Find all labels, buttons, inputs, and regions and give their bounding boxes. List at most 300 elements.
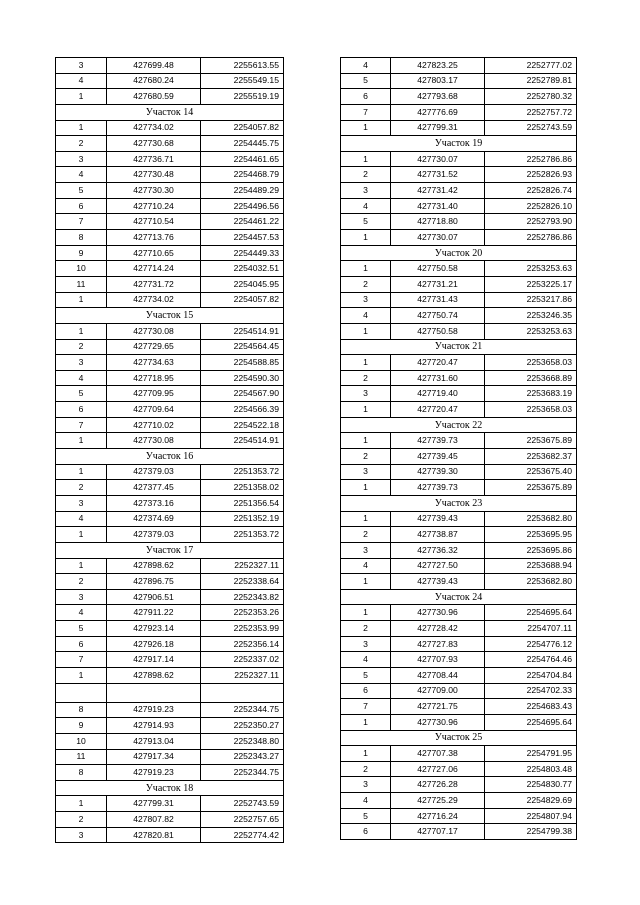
section-header-row	[56, 780, 284, 796]
x-coordinate-cell: 427731.21	[391, 276, 485, 292]
point-number-cell: 6	[341, 683, 391, 699]
y-coordinate-cell: 2254445.75	[201, 136, 284, 152]
x-coordinate-cell: 427734.02	[107, 292, 201, 308]
x-coordinate-cell: 427750.74	[391, 308, 485, 324]
y-coordinate-cell: 2254496.56	[201, 198, 284, 214]
x-coordinate-cell: 427708.44	[391, 667, 485, 683]
section-title: Участок 23	[341, 495, 577, 511]
point-number-cell: 2	[341, 370, 391, 386]
point-number-cell: 1	[56, 292, 107, 308]
point-number-cell: 1	[56, 796, 107, 812]
x-coordinate-cell: 427727.50	[391, 558, 485, 574]
point-number-cell: 1	[56, 323, 107, 339]
coordinate-row	[56, 230, 284, 246]
point-number-cell: 5	[341, 808, 391, 824]
x-coordinate-cell: 427738.87	[391, 527, 485, 543]
coordinate-row	[341, 605, 577, 621]
coordinate-row	[341, 261, 577, 277]
coordinate-row	[56, 58, 284, 74]
coordinate-row	[56, 589, 284, 605]
y-coordinate-cell: 2252789.81	[485, 73, 577, 89]
coordinate-row	[56, 370, 284, 386]
point-number-cell: 1	[341, 261, 391, 277]
x-coordinate-cell: 427373.16	[107, 495, 201, 511]
y-coordinate-cell: 2254702.33	[485, 683, 577, 699]
y-coordinate-cell: 2252826.10	[485, 198, 577, 214]
y-coordinate-cell: 2251353.72	[201, 464, 284, 480]
point-number-cell: 11	[56, 749, 107, 765]
x-coordinate-cell: 427730.30	[107, 183, 201, 199]
coordinate-row	[56, 702, 284, 718]
point-number-cell: 3	[341, 636, 391, 652]
x-coordinate-cell: 427731.60	[391, 370, 485, 386]
coordinate-row	[56, 120, 284, 136]
y-coordinate-cell: 2252337.02	[201, 652, 284, 668]
section-header-row	[341, 589, 577, 605]
y-coordinate-cell: 2252786.86	[485, 151, 577, 167]
point-number-cell: 4	[56, 511, 107, 527]
x-coordinate-cell: 427725.29	[391, 793, 485, 809]
point-number-cell: 3	[341, 777, 391, 793]
x-coordinate-cell: 427721.75	[391, 699, 485, 715]
y-coordinate-cell: 2253682.80	[485, 574, 577, 590]
coordinate-row	[56, 621, 284, 637]
section-header-row	[341, 730, 577, 746]
point-number-cell: 9	[56, 718, 107, 734]
section-title: Участок 20	[341, 245, 577, 261]
y-coordinate-cell: 2252338.64	[201, 574, 284, 590]
y-coordinate-cell: 2252350.27	[201, 718, 284, 734]
section-title: Участок 18	[56, 780, 284, 796]
section-title: Участок 21	[341, 339, 577, 355]
y-coordinate-cell: 2254707.11	[485, 621, 577, 637]
x-coordinate-cell: 427807.82	[107, 812, 201, 828]
point-number-cell: 3	[341, 183, 391, 199]
x-coordinate-cell: 427734.02	[107, 120, 201, 136]
coordinate-row	[341, 120, 577, 136]
point-number-cell: 1	[341, 480, 391, 496]
right-table-body	[341, 58, 577, 840]
point-number-cell: 7	[341, 104, 391, 120]
x-coordinate-cell: 427739.45	[391, 449, 485, 465]
y-coordinate-cell: 2254045.95	[201, 276, 284, 292]
coordinate-row	[56, 827, 284, 843]
coordinate-row	[56, 480, 284, 496]
point-number-cell: 5	[56, 183, 107, 199]
x-coordinate-cell: 427739.43	[391, 511, 485, 527]
point-number-cell: 7	[56, 214, 107, 230]
coordinate-row	[56, 812, 284, 828]
y-coordinate-cell: 2252353.99	[201, 621, 284, 637]
coordinate-row	[56, 276, 284, 292]
coordinate-row	[56, 417, 284, 433]
point-number-cell: 5	[341, 667, 391, 683]
coordinate-row	[56, 464, 284, 480]
point-number-cell: 1	[341, 574, 391, 590]
empty-cell	[56, 683, 107, 702]
x-coordinate-cell: 427710.65	[107, 245, 201, 261]
y-coordinate-cell: 2253683.19	[485, 386, 577, 402]
coordinate-row	[341, 89, 577, 105]
y-coordinate-cell: 2253675.40	[485, 464, 577, 480]
point-number-cell: 7	[56, 417, 107, 433]
x-coordinate-cell: 427919.23	[107, 702, 201, 718]
coordinate-row	[56, 214, 284, 230]
coordinate-row	[56, 796, 284, 812]
y-coordinate-cell: 2254829.69	[485, 793, 577, 809]
section-header-row	[341, 417, 577, 433]
x-coordinate-cell: 427680.24	[107, 73, 201, 89]
coordinate-row	[56, 558, 284, 574]
x-coordinate-cell: 427906.51	[107, 589, 201, 605]
x-coordinate-cell: 427709.95	[107, 386, 201, 402]
coordinate-row	[341, 824, 577, 840]
coordinate-row	[341, 667, 577, 683]
y-coordinate-cell: 2253225.17	[485, 276, 577, 292]
x-coordinate-cell: 427709.00	[391, 683, 485, 699]
x-coordinate-cell: 427730.07	[391, 230, 485, 246]
y-coordinate-cell: 2252757.65	[201, 812, 284, 828]
point-number-cell: 9	[56, 245, 107, 261]
coordinate-row	[341, 276, 577, 292]
x-coordinate-cell: 427750.58	[391, 261, 485, 277]
y-coordinate-cell: 2255613.55	[201, 58, 284, 74]
point-number-cell: 3	[341, 542, 391, 558]
empty-cell	[201, 683, 284, 702]
point-number-cell: 11	[56, 276, 107, 292]
y-coordinate-cell: 2252743.59	[485, 120, 577, 136]
x-coordinate-cell: 427731.43	[391, 292, 485, 308]
y-coordinate-cell: 2254695.64	[485, 605, 577, 621]
coordinate-row	[56, 605, 284, 621]
y-coordinate-cell: 2253668.89	[485, 370, 577, 386]
coordinate-row	[341, 636, 577, 652]
point-number-cell: 1	[341, 355, 391, 371]
section-header-row	[341, 339, 577, 355]
x-coordinate-cell: 427898.62	[107, 558, 201, 574]
point-number-cell: 4	[341, 308, 391, 324]
y-coordinate-cell: 2254590.30	[201, 370, 284, 386]
coordinate-row	[341, 198, 577, 214]
section-header-row	[341, 495, 577, 511]
point-number-cell: 4	[56, 167, 107, 183]
point-number-cell: 8	[56, 765, 107, 781]
section-title: Участок 16	[56, 449, 284, 465]
x-coordinate-cell: 427699.48	[107, 58, 201, 74]
x-coordinate-cell: 427919.23	[107, 765, 201, 781]
coordinate-row	[341, 714, 577, 730]
coordinate-row	[341, 355, 577, 371]
x-coordinate-cell: 427707.93	[391, 652, 485, 668]
coordinate-row	[56, 652, 284, 668]
x-coordinate-cell: 427377.45	[107, 480, 201, 496]
y-coordinate-cell: 2252353.26	[201, 605, 284, 621]
section-header-row	[56, 104, 284, 120]
point-number-cell: 3	[341, 292, 391, 308]
point-number-cell: 3	[56, 827, 107, 843]
x-coordinate-cell: 427731.72	[107, 276, 201, 292]
y-coordinate-cell: 2253253.63	[485, 261, 577, 277]
y-coordinate-cell: 2253246.35	[485, 308, 577, 324]
x-coordinate-cell: 427793.68	[391, 89, 485, 105]
coordinate-row	[341, 183, 577, 199]
section-header-row	[56, 542, 284, 558]
coordinate-row	[341, 511, 577, 527]
coordinate-row	[56, 167, 284, 183]
x-coordinate-cell: 427707.38	[391, 746, 485, 762]
x-coordinate-cell: 427710.02	[107, 417, 201, 433]
y-coordinate-cell: 2253675.89	[485, 480, 577, 496]
point-number-cell: 4	[341, 198, 391, 214]
coordinate-row	[341, 214, 577, 230]
coordinate-row	[341, 370, 577, 386]
coordinate-row	[341, 464, 577, 480]
x-coordinate-cell: 427739.30	[391, 464, 485, 480]
point-number-cell: 1	[341, 151, 391, 167]
x-coordinate-cell: 427730.07	[391, 151, 485, 167]
coordinate-row	[341, 449, 577, 465]
coordinate-row	[341, 746, 577, 762]
right-coordinates-table	[340, 57, 577, 840]
y-coordinate-cell: 2252777.02	[485, 58, 577, 74]
point-number-cell: 3	[56, 589, 107, 605]
coordinate-row	[341, 386, 577, 402]
coordinate-row	[56, 89, 284, 105]
section-title: Участок 24	[341, 589, 577, 605]
coordinate-row	[56, 198, 284, 214]
y-coordinate-cell: 2254704.84	[485, 667, 577, 683]
x-coordinate-cell: 427734.63	[107, 355, 201, 371]
y-coordinate-cell: 2252344.75	[201, 765, 284, 781]
y-coordinate-cell: 2255519.19	[201, 89, 284, 105]
x-coordinate-cell: 427750.58	[391, 323, 485, 339]
y-coordinate-cell: 2254799.38	[485, 824, 577, 840]
point-number-cell: 8	[56, 702, 107, 718]
y-coordinate-cell: 2254776.12	[485, 636, 577, 652]
x-coordinate-cell: 427739.43	[391, 574, 485, 590]
x-coordinate-cell: 427730.08	[107, 433, 201, 449]
y-coordinate-cell: 2252774.42	[201, 827, 284, 843]
x-coordinate-cell: 427707.17	[391, 824, 485, 840]
point-number-cell: 3	[56, 495, 107, 511]
x-coordinate-cell: 427730.08	[107, 323, 201, 339]
x-coordinate-cell: 427776.69	[391, 104, 485, 120]
coordinate-row	[341, 292, 577, 308]
x-coordinate-cell: 427719.40	[391, 386, 485, 402]
x-coordinate-cell: 427917.34	[107, 749, 201, 765]
x-coordinate-cell: 427799.31	[107, 796, 201, 812]
y-coordinate-cell: 2252356.14	[201, 636, 284, 652]
coordinate-row	[56, 527, 284, 543]
x-coordinate-cell: 427714.24	[107, 261, 201, 277]
left-coordinates-table	[55, 57, 284, 843]
coordinate-row	[341, 480, 577, 496]
y-coordinate-cell: 2252327.11	[201, 667, 284, 683]
point-number-cell: 1	[56, 120, 107, 136]
coordinate-row	[341, 323, 577, 339]
section-title: Участок 19	[341, 136, 577, 152]
x-coordinate-cell: 427379.03	[107, 527, 201, 543]
point-number-cell: 1	[341, 605, 391, 621]
y-coordinate-cell: 2251358.02	[201, 480, 284, 496]
section-header-row	[341, 245, 577, 261]
point-number-cell: 2	[56, 339, 107, 355]
point-number-cell: 2	[341, 761, 391, 777]
point-number-cell: 5	[56, 621, 107, 637]
x-coordinate-cell: 427896.75	[107, 574, 201, 590]
y-coordinate-cell: 2254457.53	[201, 230, 284, 246]
y-coordinate-cell: 2254032.51	[201, 261, 284, 277]
point-number-cell: 4	[341, 652, 391, 668]
y-coordinate-cell: 2252780.32	[485, 89, 577, 105]
y-coordinate-cell: 2254057.82	[201, 292, 284, 308]
coordinate-row	[341, 793, 577, 809]
y-coordinate-cell: 2252793.90	[485, 214, 577, 230]
y-coordinate-cell: 2254461.22	[201, 214, 284, 230]
coordinate-row	[341, 167, 577, 183]
coordinate-row	[341, 402, 577, 418]
point-number-cell: 1	[341, 323, 391, 339]
point-number-cell: 2	[341, 621, 391, 637]
point-number-cell: 1	[341, 433, 391, 449]
coordinate-row	[56, 292, 284, 308]
coordinate-row	[56, 574, 284, 590]
y-coordinate-cell: 2253658.03	[485, 355, 577, 371]
x-coordinate-cell: 427728.42	[391, 621, 485, 637]
point-number-cell: 10	[56, 261, 107, 277]
y-coordinate-cell: 2254461.65	[201, 151, 284, 167]
x-coordinate-cell: 427710.24	[107, 198, 201, 214]
y-coordinate-cell: 2252826.93	[485, 167, 577, 183]
y-coordinate-cell: 2252343.82	[201, 589, 284, 605]
point-number-cell: 6	[56, 636, 107, 652]
x-coordinate-cell: 427911.22	[107, 605, 201, 621]
point-number-cell: 7	[341, 699, 391, 715]
y-coordinate-cell: 2254807.94	[485, 808, 577, 824]
point-number-cell: 2	[56, 136, 107, 152]
point-number-cell: 3	[341, 464, 391, 480]
coordinate-row	[56, 511, 284, 527]
x-coordinate-cell: 427914.93	[107, 718, 201, 734]
x-coordinate-cell: 427923.14	[107, 621, 201, 637]
coordinate-row	[56, 339, 284, 355]
point-number-cell: 5	[56, 386, 107, 402]
x-coordinate-cell: 427823.25	[391, 58, 485, 74]
coordinate-row	[341, 433, 577, 449]
y-coordinate-cell: 2251356.54	[201, 495, 284, 511]
point-number-cell: 5	[341, 214, 391, 230]
coordinate-row	[341, 73, 577, 89]
y-coordinate-cell: 2252327.11	[201, 558, 284, 574]
section-header-row	[56, 308, 284, 324]
point-number-cell: 1	[341, 511, 391, 527]
coordinate-row	[341, 621, 577, 637]
section-title: Участок 14	[56, 104, 284, 120]
x-coordinate-cell: 427718.80	[391, 214, 485, 230]
coordinate-row	[56, 151, 284, 167]
x-coordinate-cell: 427720.47	[391, 355, 485, 371]
y-coordinate-cell: 2254564.45	[201, 339, 284, 355]
coordinate-row	[56, 386, 284, 402]
y-coordinate-cell: 2254791.95	[485, 746, 577, 762]
x-coordinate-cell: 427917.14	[107, 652, 201, 668]
coordinate-row	[341, 808, 577, 824]
point-number-cell: 4	[56, 370, 107, 386]
point-number-cell: 1	[341, 230, 391, 246]
y-coordinate-cell: 2253682.37	[485, 449, 577, 465]
x-coordinate-cell: 427713.76	[107, 230, 201, 246]
point-number-cell: 4	[341, 558, 391, 574]
x-coordinate-cell: 427803.17	[391, 73, 485, 89]
y-coordinate-cell: 2254830.77	[485, 777, 577, 793]
x-coordinate-cell: 427730.96	[391, 714, 485, 730]
coordinate-row	[341, 542, 577, 558]
x-coordinate-cell: 427731.40	[391, 198, 485, 214]
y-coordinate-cell: 2252786.86	[485, 230, 577, 246]
coordinate-row	[56, 765, 284, 781]
coordinate-row	[56, 636, 284, 652]
point-number-cell: 1	[56, 667, 107, 683]
coordinate-row	[341, 558, 577, 574]
point-number-cell: 4	[56, 73, 107, 89]
x-coordinate-cell: 427727.83	[391, 636, 485, 652]
coordinate-row	[56, 245, 284, 261]
point-number-cell: 6	[56, 402, 107, 418]
coordinate-row	[341, 652, 577, 668]
point-number-cell: 3	[56, 355, 107, 371]
x-coordinate-cell: 427680.59	[107, 89, 201, 105]
x-coordinate-cell: 427820.81	[107, 827, 201, 843]
point-number-cell: 1	[341, 402, 391, 418]
y-coordinate-cell: 2254566.39	[201, 402, 284, 418]
point-number-cell: 7	[56, 652, 107, 668]
coordinate-row	[56, 136, 284, 152]
y-coordinate-cell: 2254514.91	[201, 433, 284, 449]
y-coordinate-cell: 2254588.85	[201, 355, 284, 371]
y-coordinate-cell: 2253217.86	[485, 292, 577, 308]
coordinate-row	[341, 308, 577, 324]
section-title: Участок 22	[341, 417, 577, 433]
point-number-cell: 3	[56, 151, 107, 167]
coordinate-row	[56, 183, 284, 199]
section-title: Участок 25	[341, 730, 577, 746]
blank-row	[56, 683, 284, 702]
coordinate-row	[341, 683, 577, 699]
y-coordinate-cell: 2253253.63	[485, 323, 577, 339]
point-number-cell: 1	[341, 714, 391, 730]
y-coordinate-cell: 2253675.89	[485, 433, 577, 449]
coordinate-row	[56, 355, 284, 371]
y-coordinate-cell: 2254514.91	[201, 323, 284, 339]
y-coordinate-cell: 2252344.75	[201, 702, 284, 718]
point-number-cell: 8	[56, 230, 107, 246]
y-coordinate-cell: 2253658.03	[485, 402, 577, 418]
y-coordinate-cell: 2254695.64	[485, 714, 577, 730]
x-coordinate-cell: 427709.64	[107, 402, 201, 418]
y-coordinate-cell: 2252757.72	[485, 104, 577, 120]
x-coordinate-cell: 427799.31	[391, 120, 485, 136]
coordinate-row	[341, 527, 577, 543]
y-coordinate-cell: 2253688.94	[485, 558, 577, 574]
x-coordinate-cell: 427374.69	[107, 511, 201, 527]
point-number-cell: 1	[341, 120, 391, 136]
point-number-cell: 6	[56, 198, 107, 214]
x-coordinate-cell: 427898.62	[107, 667, 201, 683]
coordinate-row	[341, 104, 577, 120]
x-coordinate-cell: 427720.47	[391, 402, 485, 418]
x-coordinate-cell: 427731.52	[391, 167, 485, 183]
coordinate-row	[341, 58, 577, 74]
